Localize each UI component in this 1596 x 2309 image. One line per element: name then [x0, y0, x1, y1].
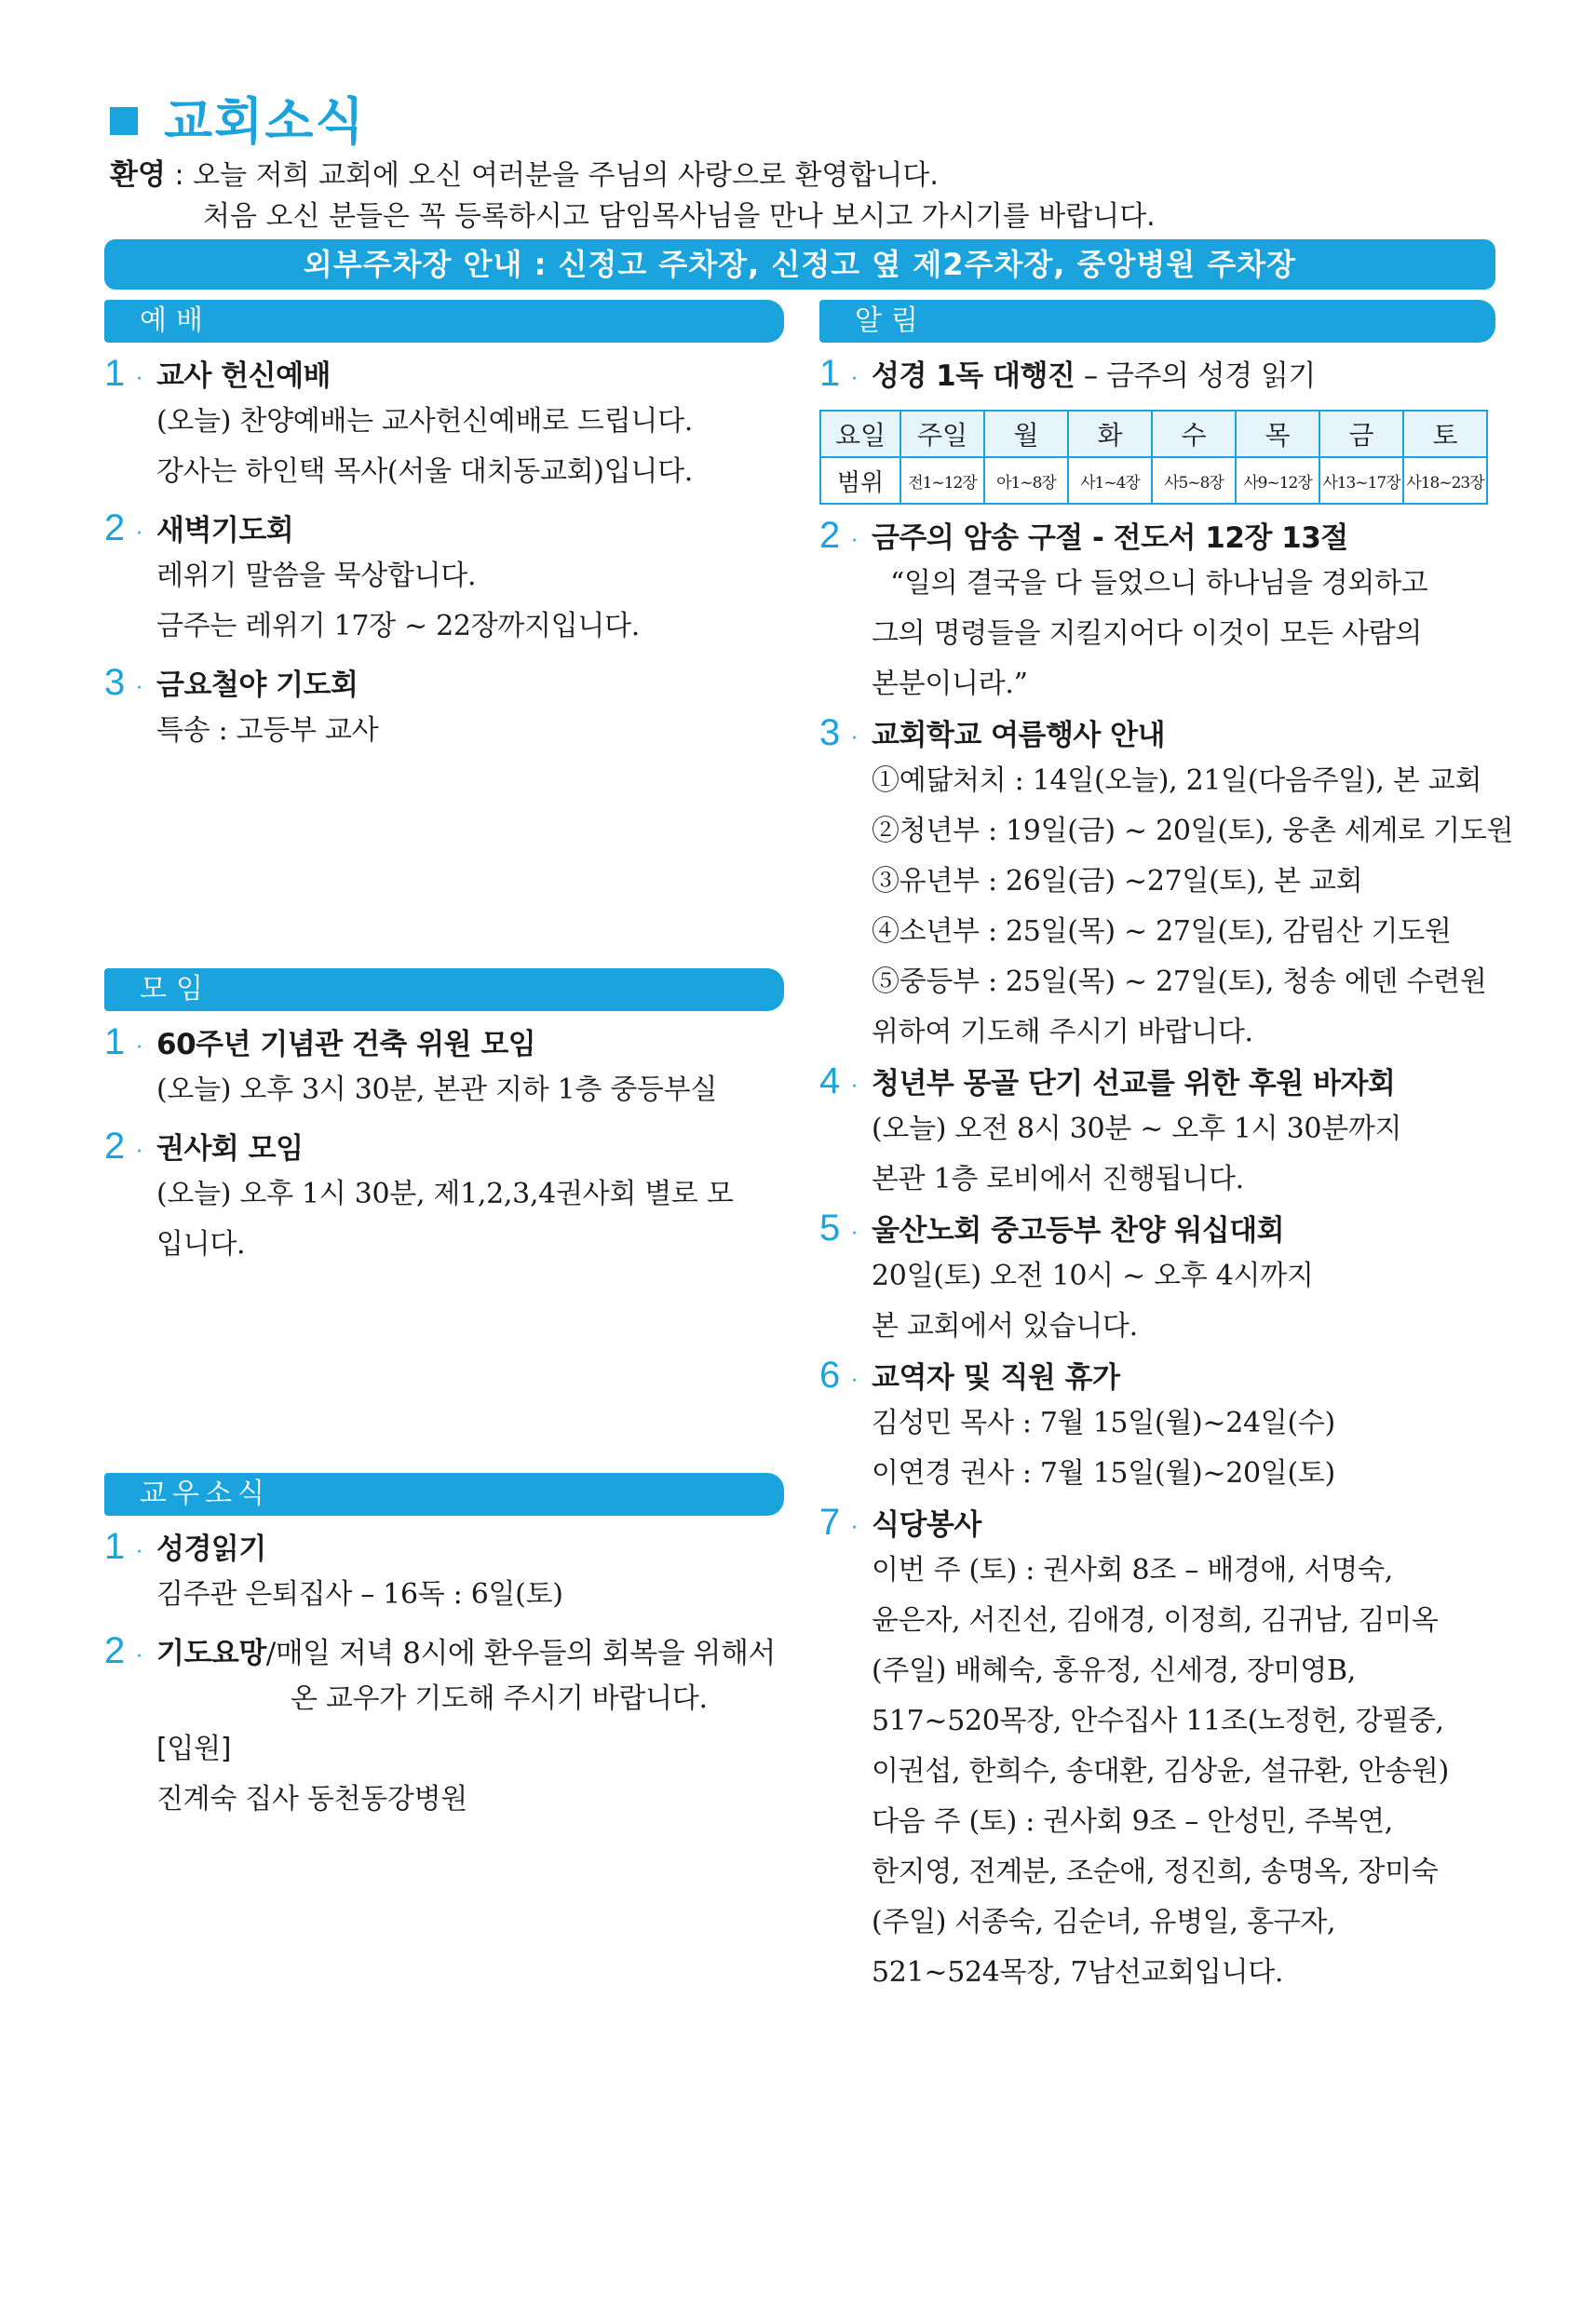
- item-number: 5: [819, 1208, 841, 1249]
- meetings-item-1: [104, 1020, 784, 1115]
- item-title: 청년부 몽골 단기 선교를 위한 후원 바자회: [872, 1067, 1396, 1100]
- item-title: 금주의 암송 구절 - 전도서 12장 13절: [872, 521, 1348, 555]
- notices-section: [819, 300, 1514, 1998]
- item-title: [156, 1629, 776, 1671]
- members-header: 교우소식: [104, 1473, 784, 1516]
- item-number: 7: [819, 1502, 841, 1543]
- notices-item-1: [819, 352, 1495, 505]
- welcome-line-2: 처음 오신 분들은 꼭 등록하시고 담임목사님을 만나 보시고 가시기를 바랍니다.: [203, 200, 1156, 233]
- item-line: ⑤중등부 : 25일(목) ~ 27일(토), 청송 에덴 수련원: [872, 965, 1487, 998]
- bible-reading-table: [819, 410, 1488, 505]
- item-number: 2: [104, 507, 126, 548]
- item-title-main: 기도요망: [156, 1637, 266, 1670]
- page-title: [110, 82, 366, 154]
- item-line: (오늘) 오후 3시 30분, 본관 지하 1층 중등부실: [156, 1073, 718, 1106]
- item-line: 이연경 권사 : 7월 15일(월)~20일(토): [872, 1457, 1335, 1490]
- table-cell: 사5~8장: [1152, 457, 1236, 504]
- table-cell: 토: [1403, 411, 1487, 457]
- table-cell: 화: [1068, 411, 1152, 457]
- item-line: “일의 결국을 다 들었으니 하나님을 경외하고: [890, 567, 1428, 600]
- table-cell: 요일: [820, 411, 900, 457]
- item-title-suffix: – 금주의 성경 읽기: [1075, 359, 1316, 393]
- item-title: 성경읽기: [156, 1533, 266, 1566]
- members-item-1: [104, 1525, 784, 1620]
- dot-icon: ·: [136, 1541, 142, 1564]
- notices-header: 알림: [819, 300, 1495, 343]
- notices-item-6: [819, 1354, 1495, 1499]
- table-cell: 월: [984, 411, 1068, 457]
- item-title-main: 성경 1독 대행진: [872, 359, 1075, 393]
- item-line: 특송 : 고등부 교사: [156, 714, 379, 747]
- notices-item-2: [819, 514, 1495, 709]
- table-cell: 목: [1236, 411, 1319, 457]
- square-bullet-icon: [110, 107, 138, 135]
- welcome-label: 환영: [110, 158, 166, 192]
- item-line: 한지영, 전계분, 조순애, 정진희, 송명옥, 장미숙: [872, 1856, 1439, 1888]
- dot-icon: ·: [851, 1517, 858, 1540]
- dot-icon: ·: [136, 1036, 142, 1060]
- table-cell: 사18~23장: [1403, 457, 1487, 504]
- dot-icon: ·: [851, 727, 858, 750]
- item-title: 60주년 기념관 건축 위원 모임: [156, 1028, 536, 1061]
- table-cell: 사1~4장: [1068, 457, 1152, 504]
- item-number: 4: [819, 1060, 841, 1101]
- dot-icon: ·: [136, 1141, 142, 1164]
- table-cell: 전1~12장: [900, 457, 984, 504]
- item-title: 교역자 및 직원 휴가: [872, 1361, 1120, 1395]
- table-row: [820, 457, 1487, 504]
- item-title: 금요철야 기도회: [156, 668, 358, 702]
- item-title: 식당봉사: [872, 1508, 981, 1542]
- notices-item-4: [819, 1060, 1495, 1205]
- item-line: 이번 주 (토) : 권사회 8조 – 배경애, 서명숙,: [872, 1554, 1393, 1587]
- table-cell: 사9~12장: [1236, 457, 1319, 504]
- item-line: 이권섭, 한희수, 송대환, 김상윤, 설규환, 안송원): [872, 1755, 1450, 1788]
- worship-item-2: [104, 506, 784, 652]
- worship-section: [104, 300, 784, 756]
- item-number: 6: [819, 1355, 841, 1396]
- item-line: 레위기 말씀을 묵상합니다.: [156, 560, 477, 592]
- dot-icon: ·: [136, 368, 142, 391]
- item-line: ④소년부 : 25일(목) ~ 27일(토), 감림산 기도원: [872, 915, 1452, 948]
- item-line: 강사는 하인택 목사(서울 대치동교회)입니다.: [156, 455, 693, 488]
- item-number: 3: [819, 712, 841, 753]
- notices-item-3: [819, 711, 1514, 1058]
- item-line: 다음 주 (토) : 권사회 9조 – 안성민, 주복연,: [872, 1805, 1393, 1838]
- dot-icon: ·: [851, 1222, 858, 1246]
- worship-item-1: [104, 352, 784, 497]
- item-number: 1: [819, 353, 841, 394]
- item-title: 권사회 모임: [156, 1132, 304, 1166]
- welcome-message: [110, 155, 1156, 237]
- item-line: 521~524목장, 7남선교회입니다.: [872, 1956, 1284, 1989]
- worship-item-3: [104, 661, 784, 756]
- table-cell: 사13~17장: [1319, 457, 1403, 504]
- notices-item-7: [819, 1501, 1495, 1998]
- parking-banner: 외부주차장 안내 : 신정고 주차장, 신정고 옆 제2주차장, 중앙병원 주차장: [104, 239, 1495, 290]
- dot-icon: ·: [851, 368, 858, 391]
- item-line: 온 교우가 기도해 주시기 바랍니다.: [291, 1682, 708, 1715]
- members-section: [104, 1473, 784, 1825]
- table-cell: 주일: [900, 411, 984, 457]
- item-number: 1: [104, 1021, 126, 1062]
- meetings-section: [104, 968, 784, 1270]
- item-number: 2: [819, 515, 841, 556]
- dot-icon: ·: [851, 1075, 858, 1099]
- table-row: [820, 411, 1487, 457]
- item-title: [872, 352, 1316, 394]
- item-line: ②청년부 : 19일(금) ~ 20일(토), 웅촌 세계로 기도원: [872, 815, 1514, 847]
- item-line: ①예닮처치 : 14일(오늘), 21일(다음주일), 본 교회: [872, 764, 1482, 797]
- item-line: (오늘) 찬양예배는 교사헌신예배로 드립니다.: [156, 405, 693, 438]
- item-number: 2: [104, 1630, 126, 1671]
- table-cell: 수: [1152, 411, 1236, 457]
- meetings-item-2: [104, 1125, 784, 1270]
- item-title: 울산노회 중고등부 찬양 워십대회: [872, 1214, 1285, 1248]
- item-line: 윤은자, 서진선, 김애경, 이정희, 김귀남, 김미옥: [872, 1604, 1439, 1637]
- item-line: (오늘) 오전 8시 30분 ~ 오후 1시 30분까지: [872, 1113, 1402, 1145]
- item-line: 20일(토) 오전 10시 ~ 오후 4시까지: [872, 1260, 1314, 1292]
- dot-icon: ·: [136, 522, 142, 546]
- item-line: (오늘) 오후 1시 30분, 제1,2,3,4권사회 별로 모: [156, 1178, 734, 1210]
- dot-icon: ·: [851, 530, 858, 553]
- item-line: 본관 1층 로비에서 진행됩니다.: [872, 1163, 1244, 1195]
- meetings-header: 모임: [104, 968, 784, 1011]
- dot-icon: ·: [136, 677, 142, 700]
- page-title-text: 교회소식: [164, 92, 366, 151]
- members-item-2: [104, 1629, 784, 1825]
- item-line: 본분이니라.”: [872, 668, 1028, 700]
- item-title-suffix: /매일 저녁 8시에 환우들의 회복을 위해서: [265, 1637, 776, 1670]
- item-number: 1: [104, 1526, 126, 1567]
- item-line: 517~520목장, 안수집사 11조(노정헌, 강필중,: [872, 1705, 1444, 1737]
- hospital-subtitle: [입원]: [156, 1733, 232, 1765]
- item-number: 2: [104, 1126, 126, 1167]
- item-line: 진계숙 집사 동천동강병원: [156, 1783, 467, 1816]
- item-title: 교사 헌신예배: [156, 359, 331, 393]
- item-line: (주일) 배혜숙, 홍유정, 신세경, 장미영B,: [872, 1654, 1356, 1687]
- item-number: 1: [104, 353, 126, 394]
- item-line: 본 교회에서 있습니다.: [872, 1310, 1138, 1343]
- item-line: ③유년부 : 26일(금) ~27일(토), 본 교회: [872, 865, 1363, 898]
- table-cell: 아1~8장: [984, 457, 1068, 504]
- item-line: 금주는 레위기 17장 ~ 22장까지입니다.: [156, 610, 641, 642]
- item-title: 교회학교 여름행사 안내: [872, 719, 1166, 752]
- worship-header: 예배: [104, 300, 784, 343]
- item-line: 위하여 기도해 주시기 바랍니다.: [872, 1016, 1253, 1048]
- item-line: (주일) 서종숙, 김순녀, 유병일, 홍구자,: [872, 1906, 1336, 1938]
- item-number: 3: [104, 662, 126, 703]
- dot-icon: ·: [136, 1645, 142, 1668]
- notices-item-5: [819, 1207, 1495, 1352]
- item-line: 김주관 은퇴집사 – 16독 : 6일(토): [156, 1578, 563, 1611]
- welcome-line-1: : 오늘 저희 교회에 오신 여러분을 주님의 사랑으로 환영합니다.: [165, 159, 939, 192]
- dot-icon: ·: [851, 1370, 858, 1393]
- item-line: 그의 명령들을 지킬지어다 이것이 모든 사람의: [872, 617, 1423, 650]
- item-line: 김성민 목사 : 7월 15일(월)~24일(수): [872, 1407, 1335, 1439]
- item-title: 새벽기도회: [156, 514, 294, 547]
- table-cell: 금: [1319, 411, 1403, 457]
- item-line: 입니다.: [156, 1228, 246, 1261]
- table-cell: 범위: [820, 457, 900, 504]
